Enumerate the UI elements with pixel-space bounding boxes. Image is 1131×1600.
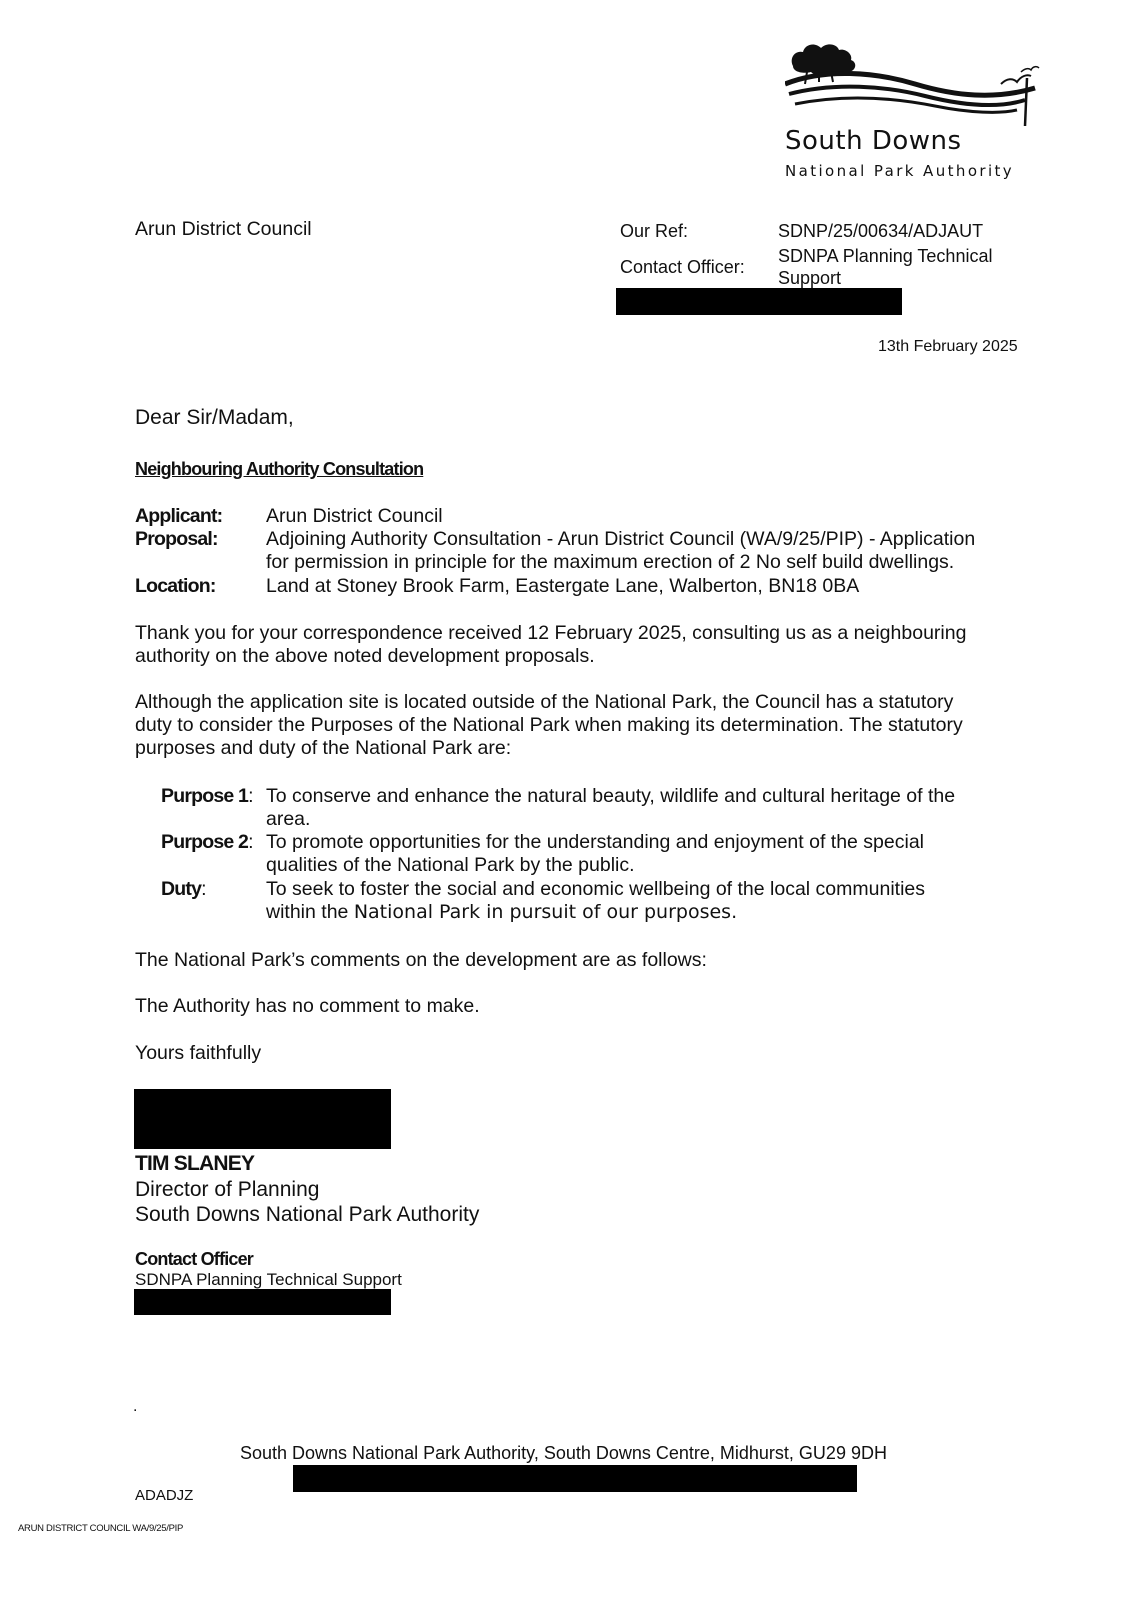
- authority-comment: The Authority has no comment to make.: [135, 995, 480, 1017]
- signatory-role: Director of Planning: [135, 1178, 320, 1201]
- proposal-line-2: for permission in principle for the maximum erection of 2 No self build dwellings.: [266, 551, 955, 573]
- letter-date: 13th February 2025: [878, 338, 1018, 355]
- contact-officer-footer-label: Contact Officer: [135, 1249, 254, 1269]
- consultation-heading: Neighbouring Authority Consultation: [135, 459, 424, 479]
- comments-intro: The National Park’s comments on the development are as follows:: [135, 949, 707, 971]
- para2-line-1: Although the application site is located outside of the National Park, the Council has a statutory: [135, 691, 954, 713]
- document-code: ADADJZ: [135, 1487, 194, 1504]
- logo-title: South Downs: [785, 126, 962, 156]
- redaction-bar: [616, 288, 902, 315]
- contact-officer-value-2: Support: [778, 268, 842, 288]
- footer-redaction: [293, 1465, 857, 1492]
- contact-officer-footer-value: SDNPA Planning Technical Support: [135, 1270, 402, 1289]
- para2-line-2: duty to consider the Purposes of the National Park when making its determination. The statutory: [135, 714, 963, 736]
- duty-line-1: To seek to foster the social and economic wellbeing of the local communities: [266, 878, 926, 900]
- landscape-logo-icon: [785, 38, 1055, 128]
- proposal-line-1: Adjoining Authority Consultation - Arun District Council (WA/9/25/PIP) - Application: [266, 528, 976, 550]
- para2-line-3: purposes and duty of the National Park are:: [135, 737, 512, 759]
- our-ref-value: SDNP/25/00634/ADJAUT: [778, 221, 984, 241]
- stray-dot: .: [133, 1398, 138, 1415]
- contact-redaction: [134, 1289, 391, 1315]
- our-ref-label: Our Ref:: [620, 221, 689, 241]
- document-stamp: ARUN DISTRICT COUNCIL WA/9/25/PIP: [18, 1523, 184, 1534]
- purpose-2-line-2: qualities of the National Park by the public.: [266, 854, 635, 876]
- purpose-2-label: Purpose 2:: [161, 831, 254, 853]
- recipient: Arun District Council: [135, 218, 312, 240]
- para1-line-1: Thank you for your correspondence received 12 February 2025, consulting us as a neighbouring: [135, 622, 967, 644]
- applicant-value: Arun District Council: [266, 505, 443, 527]
- applicant-label: Applicant:: [135, 505, 223, 527]
- location-value: Land at Stoney Brook Farm, Eastergate Lane, Walberton, BN18 0BA: [266, 575, 860, 597]
- duty-label: Duty:: [161, 878, 207, 900]
- purpose-1-line-2: area.: [266, 808, 311, 830]
- purpose-1-label: Purpose 1:: [161, 785, 254, 807]
- salutation: Dear Sir/Madam,: [135, 406, 294, 429]
- proposal-label: Proposal:: [135, 528, 218, 550]
- signature-redaction: [134, 1089, 391, 1149]
- footer-address: South Downs National Park Authority, South Downs Centre, Midhurst, GU29 9DH: [240, 1443, 887, 1463]
- south-downs-logo: [785, 38, 1055, 188]
- signatory-name: TIM SLANEY: [135, 1152, 255, 1175]
- contact-officer-label: Contact Officer:: [620, 257, 745, 277]
- duty-line-2: within the National Park in pursuit of our purposes.: [266, 901, 738, 923]
- logo-subtitle: National Park Authority: [785, 162, 1015, 180]
- signatory-org: South Downs National Park Authority: [135, 1203, 480, 1226]
- closing: Yours faithfully: [135, 1042, 262, 1064]
- purpose-1-line-1: To conserve and enhance the natural beauty, wildlife and cultural heritage of the: [266, 785, 956, 807]
- para1-line-2: authority on the above noted development proposals.: [135, 645, 595, 667]
- contact-officer-value-1: SDNPA Planning Technical: [778, 246, 993, 266]
- purpose-2-line-1: To promote opportunities for the understanding and enjoyment of the special: [266, 831, 925, 853]
- location-label: Location:: [135, 575, 216, 597]
